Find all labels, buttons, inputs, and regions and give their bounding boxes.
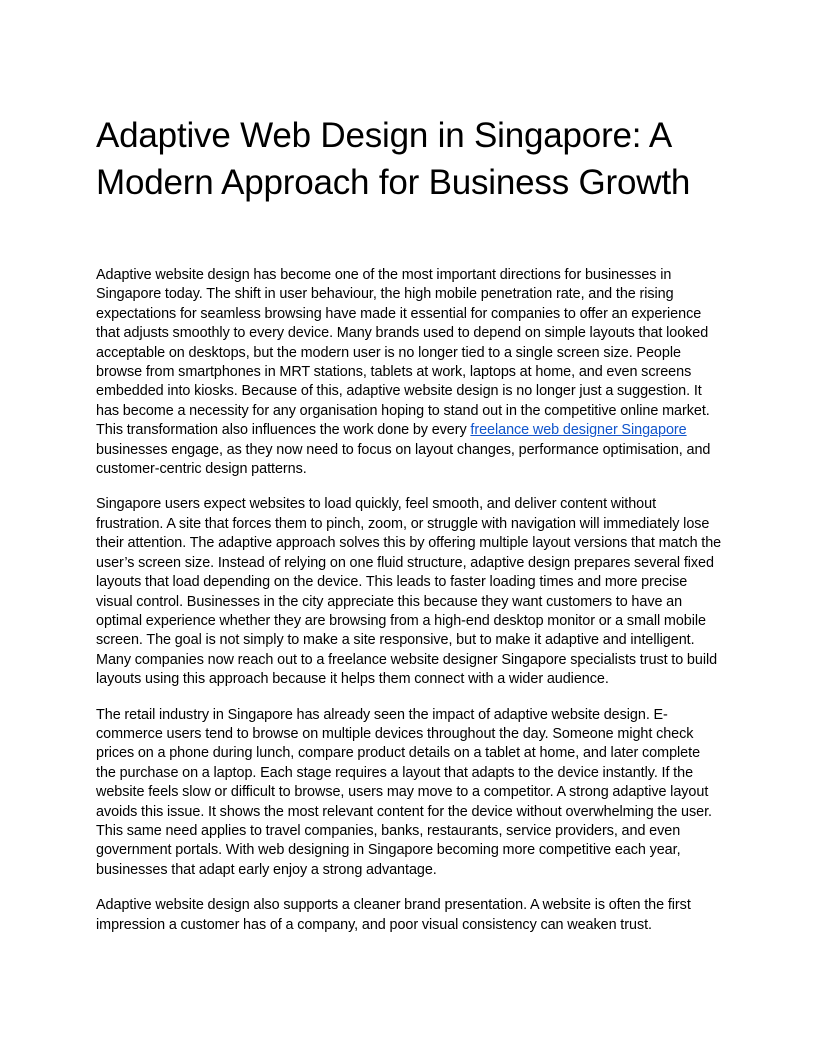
freelance-web-designer-link[interactable]: freelance web designer Singapore: [470, 422, 687, 439]
document-page: [96, 112, 722, 933]
paragraph-1-text-before-link: Adaptive website design has become one of the most important directions for businesses in Singapore today. The shift in user behaviour, the high mobile penetration rate, and the rising expectations for seamless browsing have made it essential for companies to offer an experience that adjusts smoothly to every device. Many brands used to depend on simple layouts that looked acceptable on desktops, but the modern user is no longer tied to a single screen size. People browse from smartphones in MRT stations, tablets at work, laptops at home, and even screens embedded into kiosks. Because of this, adaptive website design is no longer just a suggestion. It has become a necessity for any organisation hoping to stand out in the competitive online market. This transformation also influences the work done by every: [96, 267, 710, 439]
paragraph-3: The retail industry in Singapore has already seen the impact of adaptive website design. E-commerce users tend to browse on multiple devices throughout the day. Someone might check prices on a phone during lunch, compare product details on a tablet at home, and later complete the purchase on a laptop. Each stage requires a layout that adapts to the device instantly. If the website feels slow or difficult to browse, users may move to a competitor. A strong adaptive layout avoids this issue. It shows the most relevant content for the device without overwhelming the user. This same need applies to travel companies, banks, restaurants, service providers, and even government portals. With web designing in Singapore becoming more competitive each year, businesses that adapt early enjoy a strong advantage.: [96, 706, 712, 878]
paragraph-1: [96, 266, 722, 479]
paragraph-2: Singapore users expect websites to load quickly, feel smooth, and deliver content without frustration. A site that forces them to pinch, zoom, or struggle with navigation will immediately lose their attention. The adaptive approach solves this by offering multiple layout versions that match the user’s screen size. Instead of relying on one fluid structure, adaptive design prepares several fixed layouts that load depending on the device. This leads to faster loading times and more precise visual control. Businesses in the city appreciate this because they want customers to have an optimal experience whether they are browsing from a high-end desktop monitor or a small mobile screen. The goal is not simply to make a site responsive, but to make it adaptive and intelligent. Many companies now reach out to a freelance website designer Singapore specialists trust to build layouts using this approach because it helps them connect with a wider audience.: [96, 496, 722, 688]
document-body: [96, 266, 722, 951]
paragraph-1-text-after-link: businesses engage, as they now need to focus on layout changes, performance optimisation, and customer-centric design patterns.: [96, 441, 711, 478]
paragraph-4: Adaptive website design also supports a cleaner brand presentation. A website is often the first impression a customer has of a company, and poor visual consistency can weaken trust.: [96, 897, 691, 933]
document-title: Adaptive Web Design in Singapore: A Modern Approach for Business Growth: [96, 116, 691, 202]
